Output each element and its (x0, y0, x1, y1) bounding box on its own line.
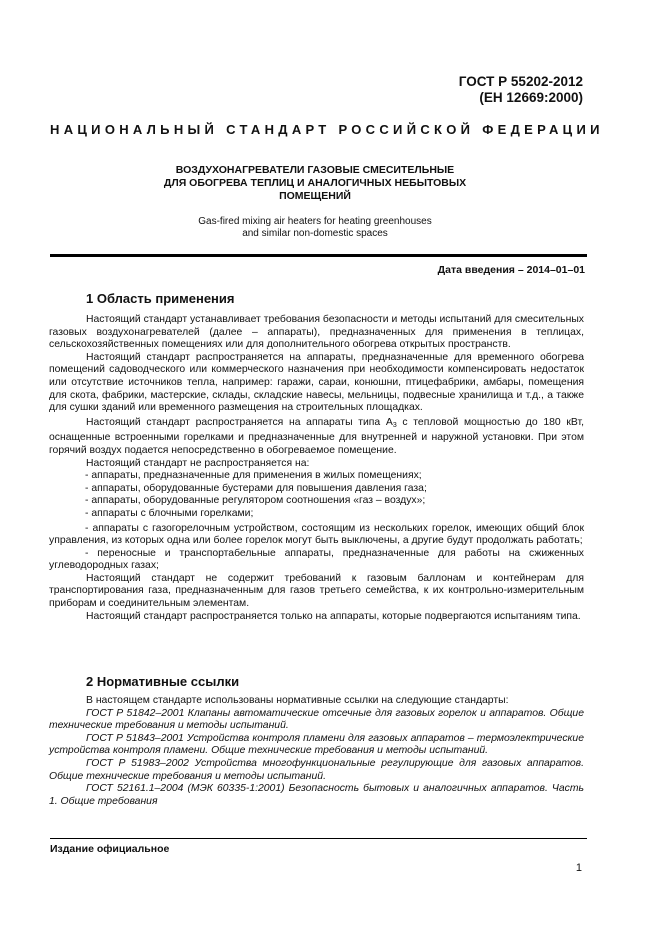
title-en-line: Gas-fired mixing air heaters for heating greenhouses (198, 216, 432, 227)
reference-text: ГОСТ 52161.1–2004 (МЭК 60335-1:2001) Безопасность бытовых и аналогичных аппаратов. Часть 1. Общие требования (49, 783, 584, 807)
footer-divider (50, 838, 587, 839)
document-title-ru (100, 164, 530, 203)
reference-item (49, 783, 584, 808)
list-item: - аппараты, предназначенные для применения в жилых помещениях; (85, 470, 422, 482)
paragraph: Настоящий стандарт распространяется на аппараты, предназначенные для временного обогрева помещений садоводческого или коммерческого назначения при необходимости компенсировать недостаток или отсутствие источников тепла, например: гаражи, сараи, конюшни, птицефабрики, амбары, помещения для скота, фабрики, мастерские, склады, складские навесы, мельницы, подвесные хранилища и т.д., а также для сушки зданий или временного размещения на строительных площадках. (49, 351, 584, 414)
paragraph: Настоящий стандарт устанавливает требования безопасности и методы испытаний для смесительных газовых воздухонагревателей (далее – аппараты), предназначенных для применения в теплицах, сельскохозяйственных помещениях или для дополнительного обогрева открытых пространств. (49, 314, 584, 351)
paragraph: Настоящий стандарт распространяется только на аппараты, которые подвергаются испытаниям типа. (86, 610, 581, 622)
title-en-line: and similar non-domestic spaces (242, 228, 388, 239)
reference-text: ГОСТ Р 51843–2001 Устройства контроля пламени для газовых аппаратов – термоэлектрические устройства контроля пламени. Общие технические требования и методы испытаний. (49, 732, 584, 757)
section-references-body (49, 695, 584, 808)
paragraph: В настоящем стандарте использованы нормативные ссылки на следующие стандарты: (86, 695, 509, 706)
official-edition-label: Издание официальное (50, 843, 170, 855)
paragraph: Настоящий стандарт не содержит требований к газовым баллонам и контейнерам для транспортирования газа, предназначенным для газов третьего семейства, к их контрольно-измерительным приборам и соединительным элементам. (49, 572, 584, 610)
paragraph-text: с тепловой мощностью до 180 кВт, оснащенные встроенными горелками и предназначенные для внутренней и наружной установки. При этом горячий воздух подается непосредственно в обогреваемое помещение. (49, 416, 584, 456)
reference-item (49, 733, 584, 758)
list-item: - аппараты с блочными горелками; (85, 507, 254, 519)
standard-number: ГОСТ Р 55202-2012 (458, 74, 583, 89)
list-item: - аппараты с газогорелочным устройством, состоящим из нескольких горелок, имеющих общий блок управления, из которых одна или более горелок могут быть выключены, а другие будут продолжать работать; (49, 522, 584, 547)
paragraph (49, 417, 584, 458)
list-item: - аппараты, оборудованные бустерами для повышения давления газа; (85, 482, 427, 494)
title-ru-line: ДЛЯ ОБОГРЕВА ТЕПЛИЦ И АНАЛОГИЧНЫХ НЕБЫТОВЫХ (163, 177, 467, 189)
list-item: - аппараты, оборудованные регулятором соотношения «газ – воздух»; (85, 495, 426, 507)
section-heading-scope: 1 Область применения (86, 291, 235, 306)
section-heading-references: 2 Нормативные ссылки (86, 674, 240, 689)
paragraph: Настоящий стандарт не распространяется на: (86, 457, 310, 469)
national-standard-heading: НАЦИОНАЛЬНЫЙ СТАНДАРТ РОССИЙСКОЙ ФЕДЕРАЦИИ (50, 122, 604, 137)
list-item: - переносные и транспортабельные аппараты, предназначенные для работы на сжиженных углеводородных газах; (49, 547, 584, 572)
reference-item (49, 708, 584, 733)
introduction-date: Дата введения – 2014–01–01 (437, 264, 585, 276)
standard-code (459, 74, 583, 106)
page-number: 1 (575, 862, 582, 874)
reference-text: ГОСТ Р 51842–2001 Клапаны автоматические отсечные для газовых горелок и аппаратов. Общие технические требования и методы испытаний. (49, 707, 584, 732)
title-ru-line: ВОЗДУХОНАГРЕВАТЕЛИ ГАЗОВЫЕ СМЕСИТЕЛЬНЫЕ (175, 164, 455, 176)
reference-item (49, 758, 584, 783)
european-equivalent: (ЕН 12669:2000) (479, 90, 583, 105)
subscript: 3 (392, 421, 397, 429)
header-divider (50, 254, 587, 257)
reference-text: ГОСТ Р 51983–2002 Устройства многофункциональные регулирующие для газовых аппаратов. Общие технические требования и методы испытаний. (49, 757, 584, 782)
document-title-en (120, 216, 510, 240)
title-ru-line: ПОМЕЩЕНИЙ (279, 190, 351, 202)
paragraph-text: Настоящий стандарт распространяется на аппараты типа А (86, 416, 393, 428)
section-scope-body (49, 314, 584, 623)
